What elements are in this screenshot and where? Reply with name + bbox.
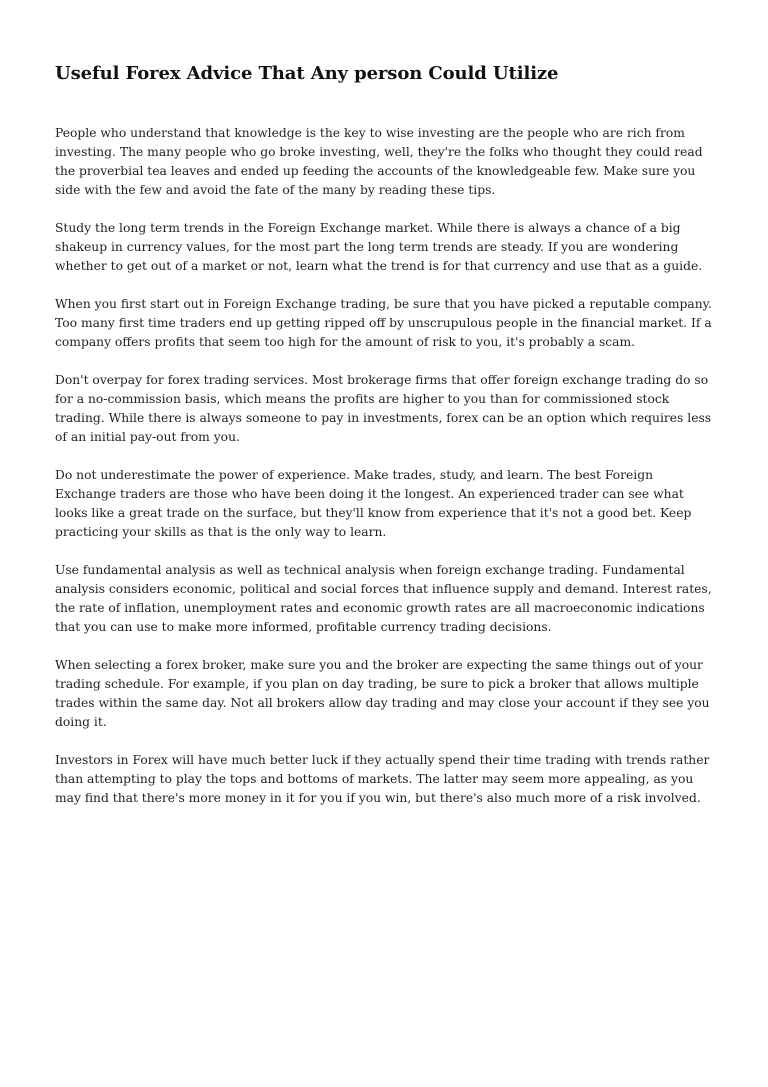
paragraph-5: Do not underestimate the power of experience. Make trades, study, and learn. The best Foreign Exchange traders are those who have been doing it the longest. An experienced trader can see what looks like a great trade on the surface, but they'll know from experience that it's not a good bet. Keep practicing your skills as that is the only way to learn.	[55, 468, 692, 539]
document-title: Useful Forex Advice That Any person Could Utilize	[55, 63, 559, 84]
document-content	[55, 62, 715, 808]
paragraph-3: When you first start out in Foreign Exchange trading, be sure that you have picked a reputable company. Too many first time traders end up getting ripped off by unscrupulous people in the financial market. If a company offers profits that seem too high for the amount of risk to you, it's probably a scam.	[55, 297, 712, 349]
paragraph-2: Study the long term trends in the Foreign Exchange market. While there is always a chance of a big shakeup in currency values, for the most part the long term trends are steady. If you are wondering whether to get out of a market or not, learn what the trend is for that currency and use that as a guide.	[55, 221, 703, 273]
paragraph-4: Don't overpay for forex trading services. Most brokerage firms that offer foreign exchange trading do so for a no-commission basis, which means the profits are higher to you than for commissioned stock trading. While there is always someone to pay in investments, forex can be an option which requires less of an initial pay-out from you.	[55, 373, 712, 444]
paragraph-6: Use fundamental analysis as well as technical analysis when foreign exchange trading. Fundamental analysis considers economic, political and social forces that influence supply and demand. Interest rates, the rate of inflation, unemployment rates and economic growth rates are all macroeconomic indications that you can use to make more informed, profitable currency trading decisions.	[55, 563, 712, 634]
paragraph-7: When selecting a forex broker, make sure you and the broker are expecting the same things out of your trading schedule. For example, if you plan on day trading, be sure to pick a broker that allows multiple trades within the same day. Not all brokers allow day trading and may close your account if they see you doing it.	[55, 658, 710, 729]
paragraph-1: People who understand that knowledge is the key to wise investing are the people who are rich from investing. The many people who go broke investing, well, they're the folks who thought they could read the proverbial tea leaves and ended up feeding the accounts of the knowledgeable few. Make sure you side with the few and avoid the fate of the many by reading these tips.	[55, 126, 703, 197]
document-body	[55, 124, 715, 808]
paragraph-8: Investors in Forex will have much better luck if they actually spend their time trading with trends rather than attempting to play the tops and bottoms of markets. The latter may seem more appealing, as you may find that there's more money in it for you if you win, but there's also much more of a risk involved.	[55, 753, 710, 805]
